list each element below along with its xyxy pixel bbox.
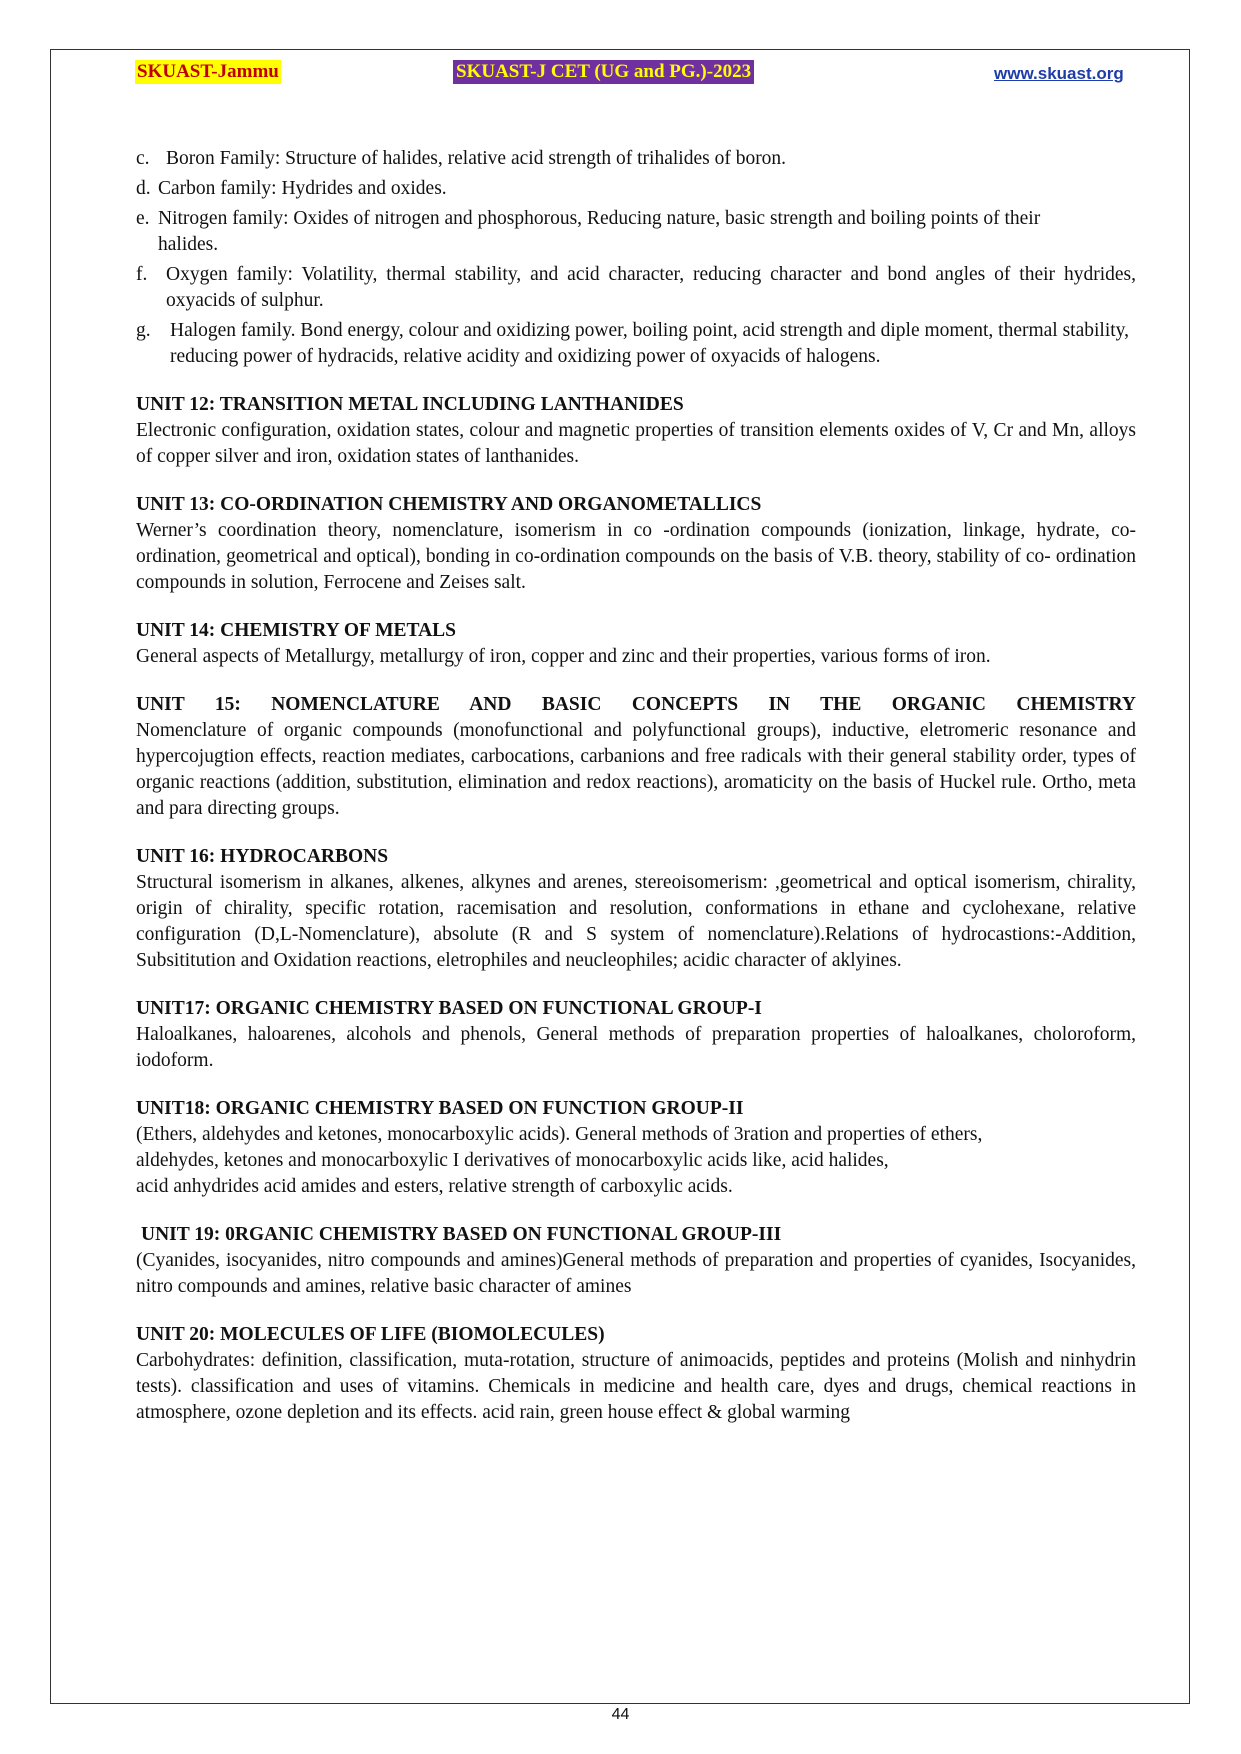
page-number: 44 — [611, 1706, 630, 1723]
unit-heading: UNIT18: ORGANIC CHEMISTRY BASED ON FUNCTION GROUP-II — [136, 1098, 744, 1119]
unit-description: Haloalkanes, haloarenes, alcohols and phenols, General methods of preparation properties of haloalkanes, choloroform, iodoform. — [136, 1024, 1136, 1071]
list-item-text: Carbon family: Hydrides and oxides. — [158, 178, 447, 199]
unit-section — [136, 618, 1136, 670]
list-item — [136, 176, 1136, 202]
unit-section — [136, 492, 1136, 596]
unit-description: Structural isomerism in alkanes, alkenes, alkynes and arenes, stereoisomerism: ,geometrical and optical isomerism, chirality, origin of chirality, specific rotation, racemisation and resolution, conformations in ethane and cyclohexane, relative configuration (D,L-Nomenclature), absolute (R and S system of nomenclature).Relations of hydrocastions:-Addition, Subsititution and Oxidation reactions, eletrophiles and neucleophiles; acidic character of aklyines. — [136, 872, 1136, 971]
unit-description: Electronic configuration, oxidation states, colour and magnetic properties of transition elements oxides of V, Cr and Mn, alloys of copper silver and iron, oxidation states of lanthanides. — [136, 420, 1136, 467]
unit-description: Carbohydrates: definition, classification, muta-rotation, structure of animoacids, peptides and proteins (Molish and ninhydrin tests). classification and uses of vitamins. Chemicals in medicine and health care, dyes and drugs, chemical reactions in atmosphere, ozone depletion and its effects. acid rain, green house effect & global warming — [136, 1350, 1136, 1423]
unit-heading: UNIT 19: 0RGANIC CHEMISTRY BASED ON FUNCTIONAL GROUP-III — [141, 1224, 782, 1245]
header-institution: SKUAST-Jammu — [137, 61, 279, 82]
unit-heading: UNIT 15: NOMENCLATURE AND BASIC CONCEPTS IN THE ORGANIC CHEMISTRY — [136, 694, 1136, 715]
unit-heading: UNIT 13: CO-ORDINATION CHEMISTRY AND ORGANOMETALLICS — [136, 494, 762, 515]
unit-heading: UNIT 16: HYDROCARBONS — [136, 846, 389, 867]
unit-description — [136, 1122, 1136, 1200]
unit-description-line: aldehydes, ketones and monocarboxylic I derivatives of monocarboxylic acids like, acid halides, — [136, 1150, 889, 1171]
unit-description-line: (Ethers, aldehydes and ketones, monocarboxylic acids). General methods of 3ration and properties of ethers, — [136, 1124, 983, 1145]
header-website-link[interactable]: www.skuast.org — [994, 64, 1124, 83]
list-item-text: Oxygen family: Volatility, thermal stability, and acid character, reducing character and bond angles of their hydrides, oxyacids of sulphur. — [166, 264, 1136, 311]
list-marker: f. — [136, 264, 148, 285]
header-exam-title: SKUAST-J CET (UG and PG.)-2023 — [453, 60, 754, 84]
list-item-text: Boron Family: Structure of halides, relative acid strength of trihalides of boron. — [166, 148, 787, 169]
list-item — [136, 146, 1136, 172]
list-item — [136, 318, 1136, 370]
unit-section — [136, 692, 1136, 822]
list-marker: c. — [136, 148, 150, 169]
list-item-text: Nitrogen family: Oxides of nitrogen and phosphorous, Reducing nature, basic strength and boiling points of their halides. — [158, 208, 1041, 255]
unit-section — [136, 844, 1136, 974]
unit-section — [136, 996, 1136, 1074]
unit-description-line: acid anhydrides acid amides and esters, relative strength of carboxylic acids. — [136, 1176, 733, 1197]
unit-section — [136, 1322, 1136, 1426]
list-marker: g. — [136, 320, 151, 341]
unit-heading: UNIT 20: MOLECULES OF LIFE (BIOMOLECULES) — [136, 1324, 605, 1345]
unit-heading: UNIT 12: TRANSITION METAL INCLUDING LANTHANIDES — [136, 394, 684, 415]
unit-section — [136, 1096, 1136, 1200]
unit-section — [136, 392, 1136, 470]
page-content — [136, 146, 1136, 1426]
unit-heading: UNIT 14: CHEMISTRY OF METALS — [136, 620, 457, 641]
list-item — [136, 262, 1136, 314]
unit-description: General aspects of Metallurgy, metallurgy of iron, copper and zinc and their properties, various forms of iron. — [136, 646, 991, 667]
list-item — [136, 206, 1136, 258]
list-marker: e. — [136, 208, 150, 229]
unit-heading: UNIT17: ORGANIC CHEMISTRY BASED ON FUNCTIONAL GROUP-I — [136, 998, 762, 1019]
unit-description: Nomenclature of organic compounds (monofunctional and polyfunctional groups), inductive, eletromeric resonance and hypercojugtion effects, reaction mediates, carbocations, carbanions and free radicals with their general stability order, types of organic reactions (addition, substitution, elimination and redox reactions), aromaticity on the basis of Huckel rule. Ortho, meta and para directing groups. — [136, 720, 1136, 819]
list-marker: d. — [136, 178, 151, 199]
unit-description: (Cyanides, isocyanides, nitro compounds and amines)General methods of preparation and properties of cyanides, Isocyanides, nitro compounds and amines, relative basic character of amines — [136, 1250, 1136, 1297]
unit-description: Werner’s coordination theory, nomenclature, isomerism in co -ordination compounds (ionization, linkage, hydrate, co-ordination, geometrical and optical), bonding in co-ordination compounds on the basis of V.B. theory, stability of co- ordination compounds in solution, Ferrocene and Zeises salt. — [136, 520, 1136, 593]
list-item-text: Halogen family. Bond energy, colour and oxidizing power, boiling point, acid strength and diple moment, thermal stability, reducing power of hydracids, relative acidity and oxidizing power of oxyacids of halogens. — [170, 320, 1130, 367]
unit-section — [136, 1222, 1136, 1300]
